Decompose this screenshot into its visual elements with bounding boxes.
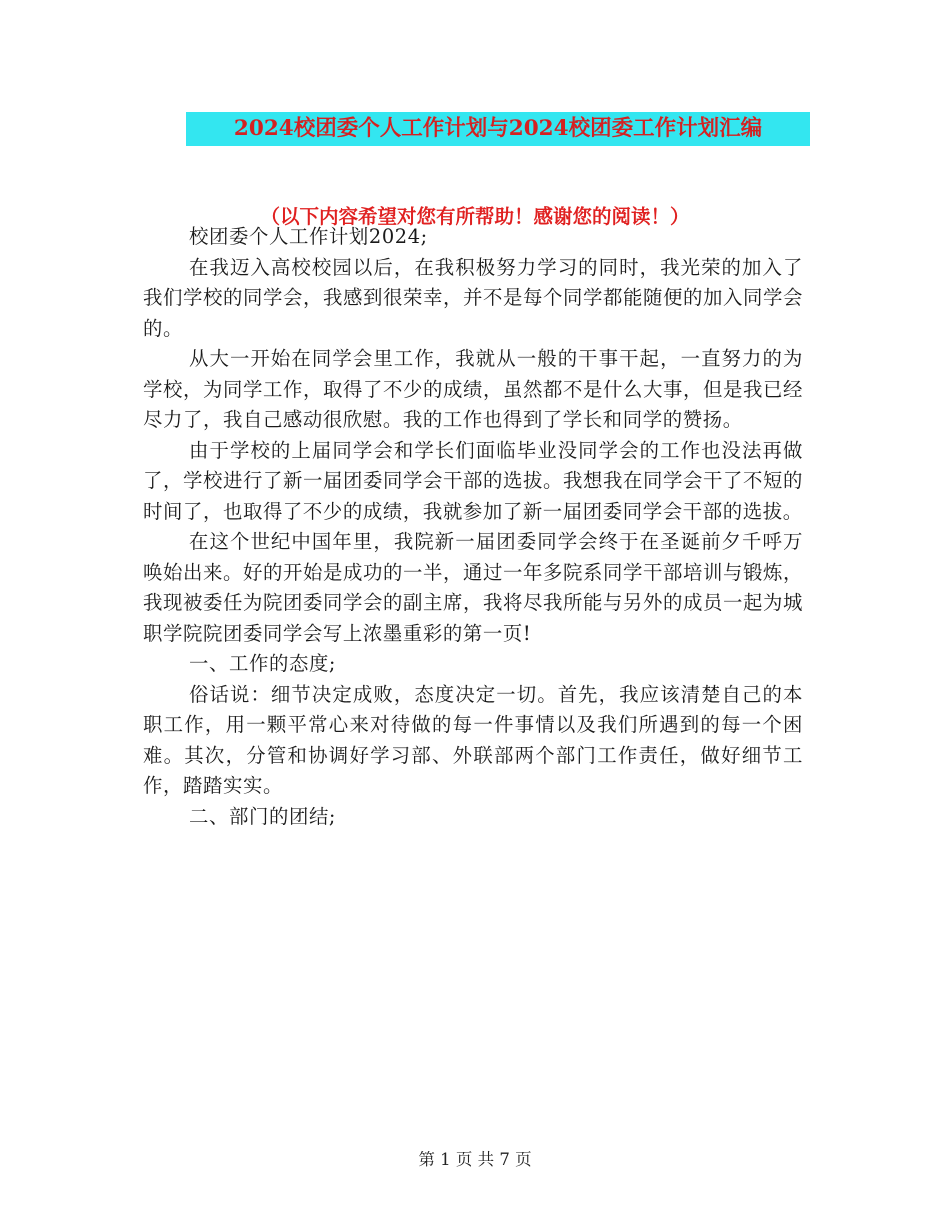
section-heading-unity: 二、部门的团结; (189, 804, 337, 828)
document-body (143, 222, 803, 832)
paragraph-5: 俗话说：细节决定成败，态度决定一切。首先，我应该清楚自己的本职工作，用一颗平常心来对待做的每一件事情以及我们所遇到的每一个困难。其次，分管和协调好学习部、外联部两个部门工作责任，做好细节工作，踏踏实实。 (143, 682, 803, 797)
reading-notice: （以下内容希望对您有所帮助！感谢您的阅读！） (260, 205, 690, 228)
paragraph-plan-heading: 校团委个人工作计划2024; (189, 225, 428, 248)
page-number-footer: 第 1 页 共 7 页 (418, 1150, 532, 1169)
document-title: 2024校团委个人工作计划与2024校团委工作计划汇编 (186, 112, 810, 146)
section-heading-attitude: 一、工作的态度; (189, 652, 337, 675)
paragraph-3: 由于学校的上届同学会和学长们面临毕业没同学会的工作也没法再做了，学校进行了新一届团委同学会干部的选拔。我想我在同学会干了不短的时间了，也取得了不少的成绩，我就参加了新一届团委同学会干部的选拔。 (143, 438, 803, 523)
paragraph-4: 在这个世纪中国年里，我院新一届团委同学会终于在圣诞前夕千呼万唤始出来。好的开始是成功的一半，通过一年多院系同学干部培训与锻炼，我现被委任为院团委同学会的副主席，我将尽我所能与另外的成员一起为城职学院院团委同学会写上浓墨重彩的第一页! (143, 530, 803, 645)
paragraph-2: 从大一开始在同学会里工作，我就从一般的干事干起，一直努力的为学校，为同学工作，取得了不少的成绩，虽然都不是什么大事，但是我已经尽力了，我自己感动很欣慰。我的工作也得到了学长和同学的赞扬。 (143, 347, 803, 431)
paragraph-1: 在我迈入高校校园以后，在我积极努力学习的同时，我光荣的加入了我们学校的同学会，我感到很荣幸，并不是每个同学都能随便的加入同学会的。 (143, 255, 803, 340)
